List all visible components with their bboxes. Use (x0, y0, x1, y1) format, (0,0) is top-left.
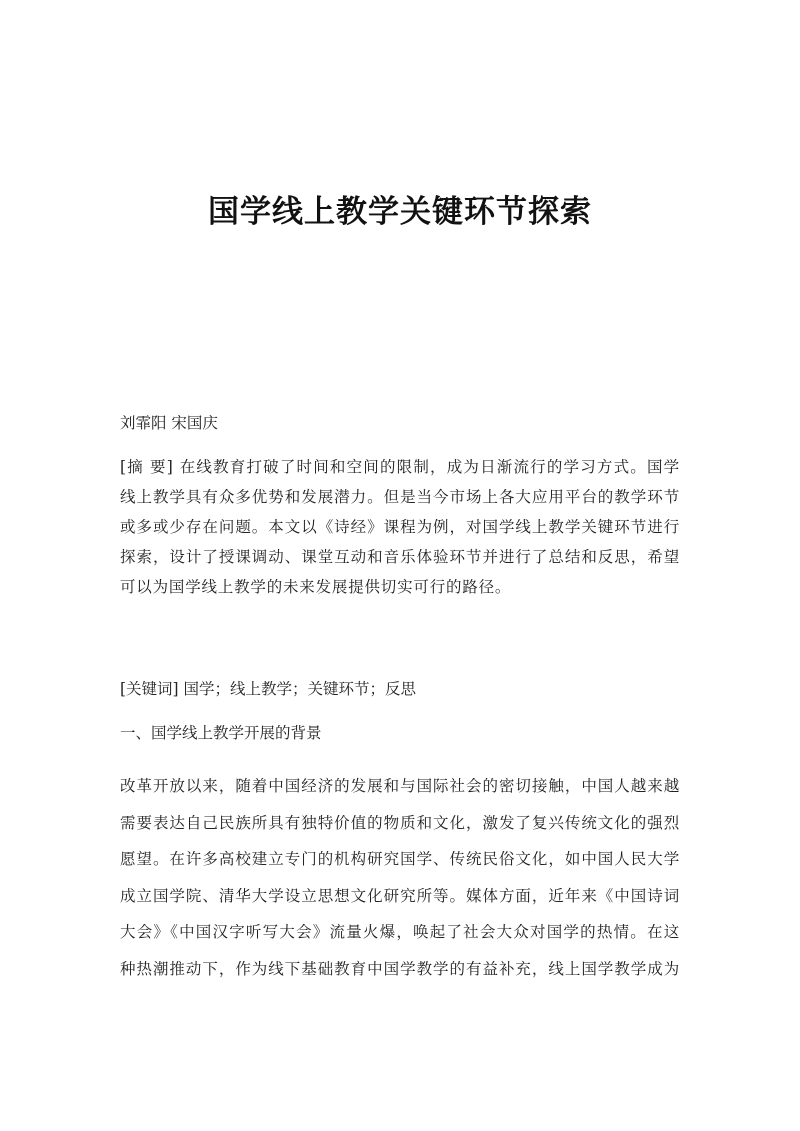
paragraph-line: 种热潮推动下，作为线下基础教育中国学教学的有益补充，线上国学教学成为 (120, 959, 680, 978)
abstract-line: 探索，设计了授课调动、课堂互动和音乐体验环节并进行了总结和反思，希望 (120, 548, 680, 566)
authors: 刘霏阳 宋国庆 (120, 414, 218, 432)
abstract (120, 452, 680, 602)
abstract-line: 或多或少存在问题。本文以《诗经》课程为例，对国学线上教学关键环节进行 (120, 518, 680, 536)
page-title: 国学线上教学关键环节探索 (208, 194, 592, 230)
paragraph-line: 成立国学院、清华大学设立思想文化研究所等。媒体方面，近年来《中国诗词 (120, 886, 680, 905)
paragraph-line: 愿望。在许多高校建立专门的机构研究国学、传统民俗文化，如中国人民大学 (120, 850, 680, 869)
paragraph-line: 需要表达自己民族所具有独特价值的物质和文化，激发了复兴传统文化的强烈 (120, 813, 680, 832)
paragraph-line: 大会》《中国汉字听写大会》流量火爆，唤起了社会大众对国学的热情。在这 (120, 923, 680, 942)
section-heading: 一、国学线上教学开展的背景 (120, 724, 322, 742)
abstract-line: 可以为国学线上教学的未来发展提供切实可行的路径。 (120, 578, 512, 596)
body-paragraph (120, 768, 680, 988)
paragraph-line: 改革开放以来，随着中国经济的发展和与国际社会的密切接触，中国人越来越 (120, 777, 680, 795)
abstract-line: [摘 要] 在线教育打破了时间和空间的限制，成为日渐流行的学习方式。国学 (120, 458, 680, 476)
abstract-line: 线上教学具有众多优势和发展潜力。但是当今市场上各大应用平台的教学环节 (120, 488, 680, 506)
keywords: [关键词] 国学；线上教学；关键环节；反思 (120, 680, 417, 698)
